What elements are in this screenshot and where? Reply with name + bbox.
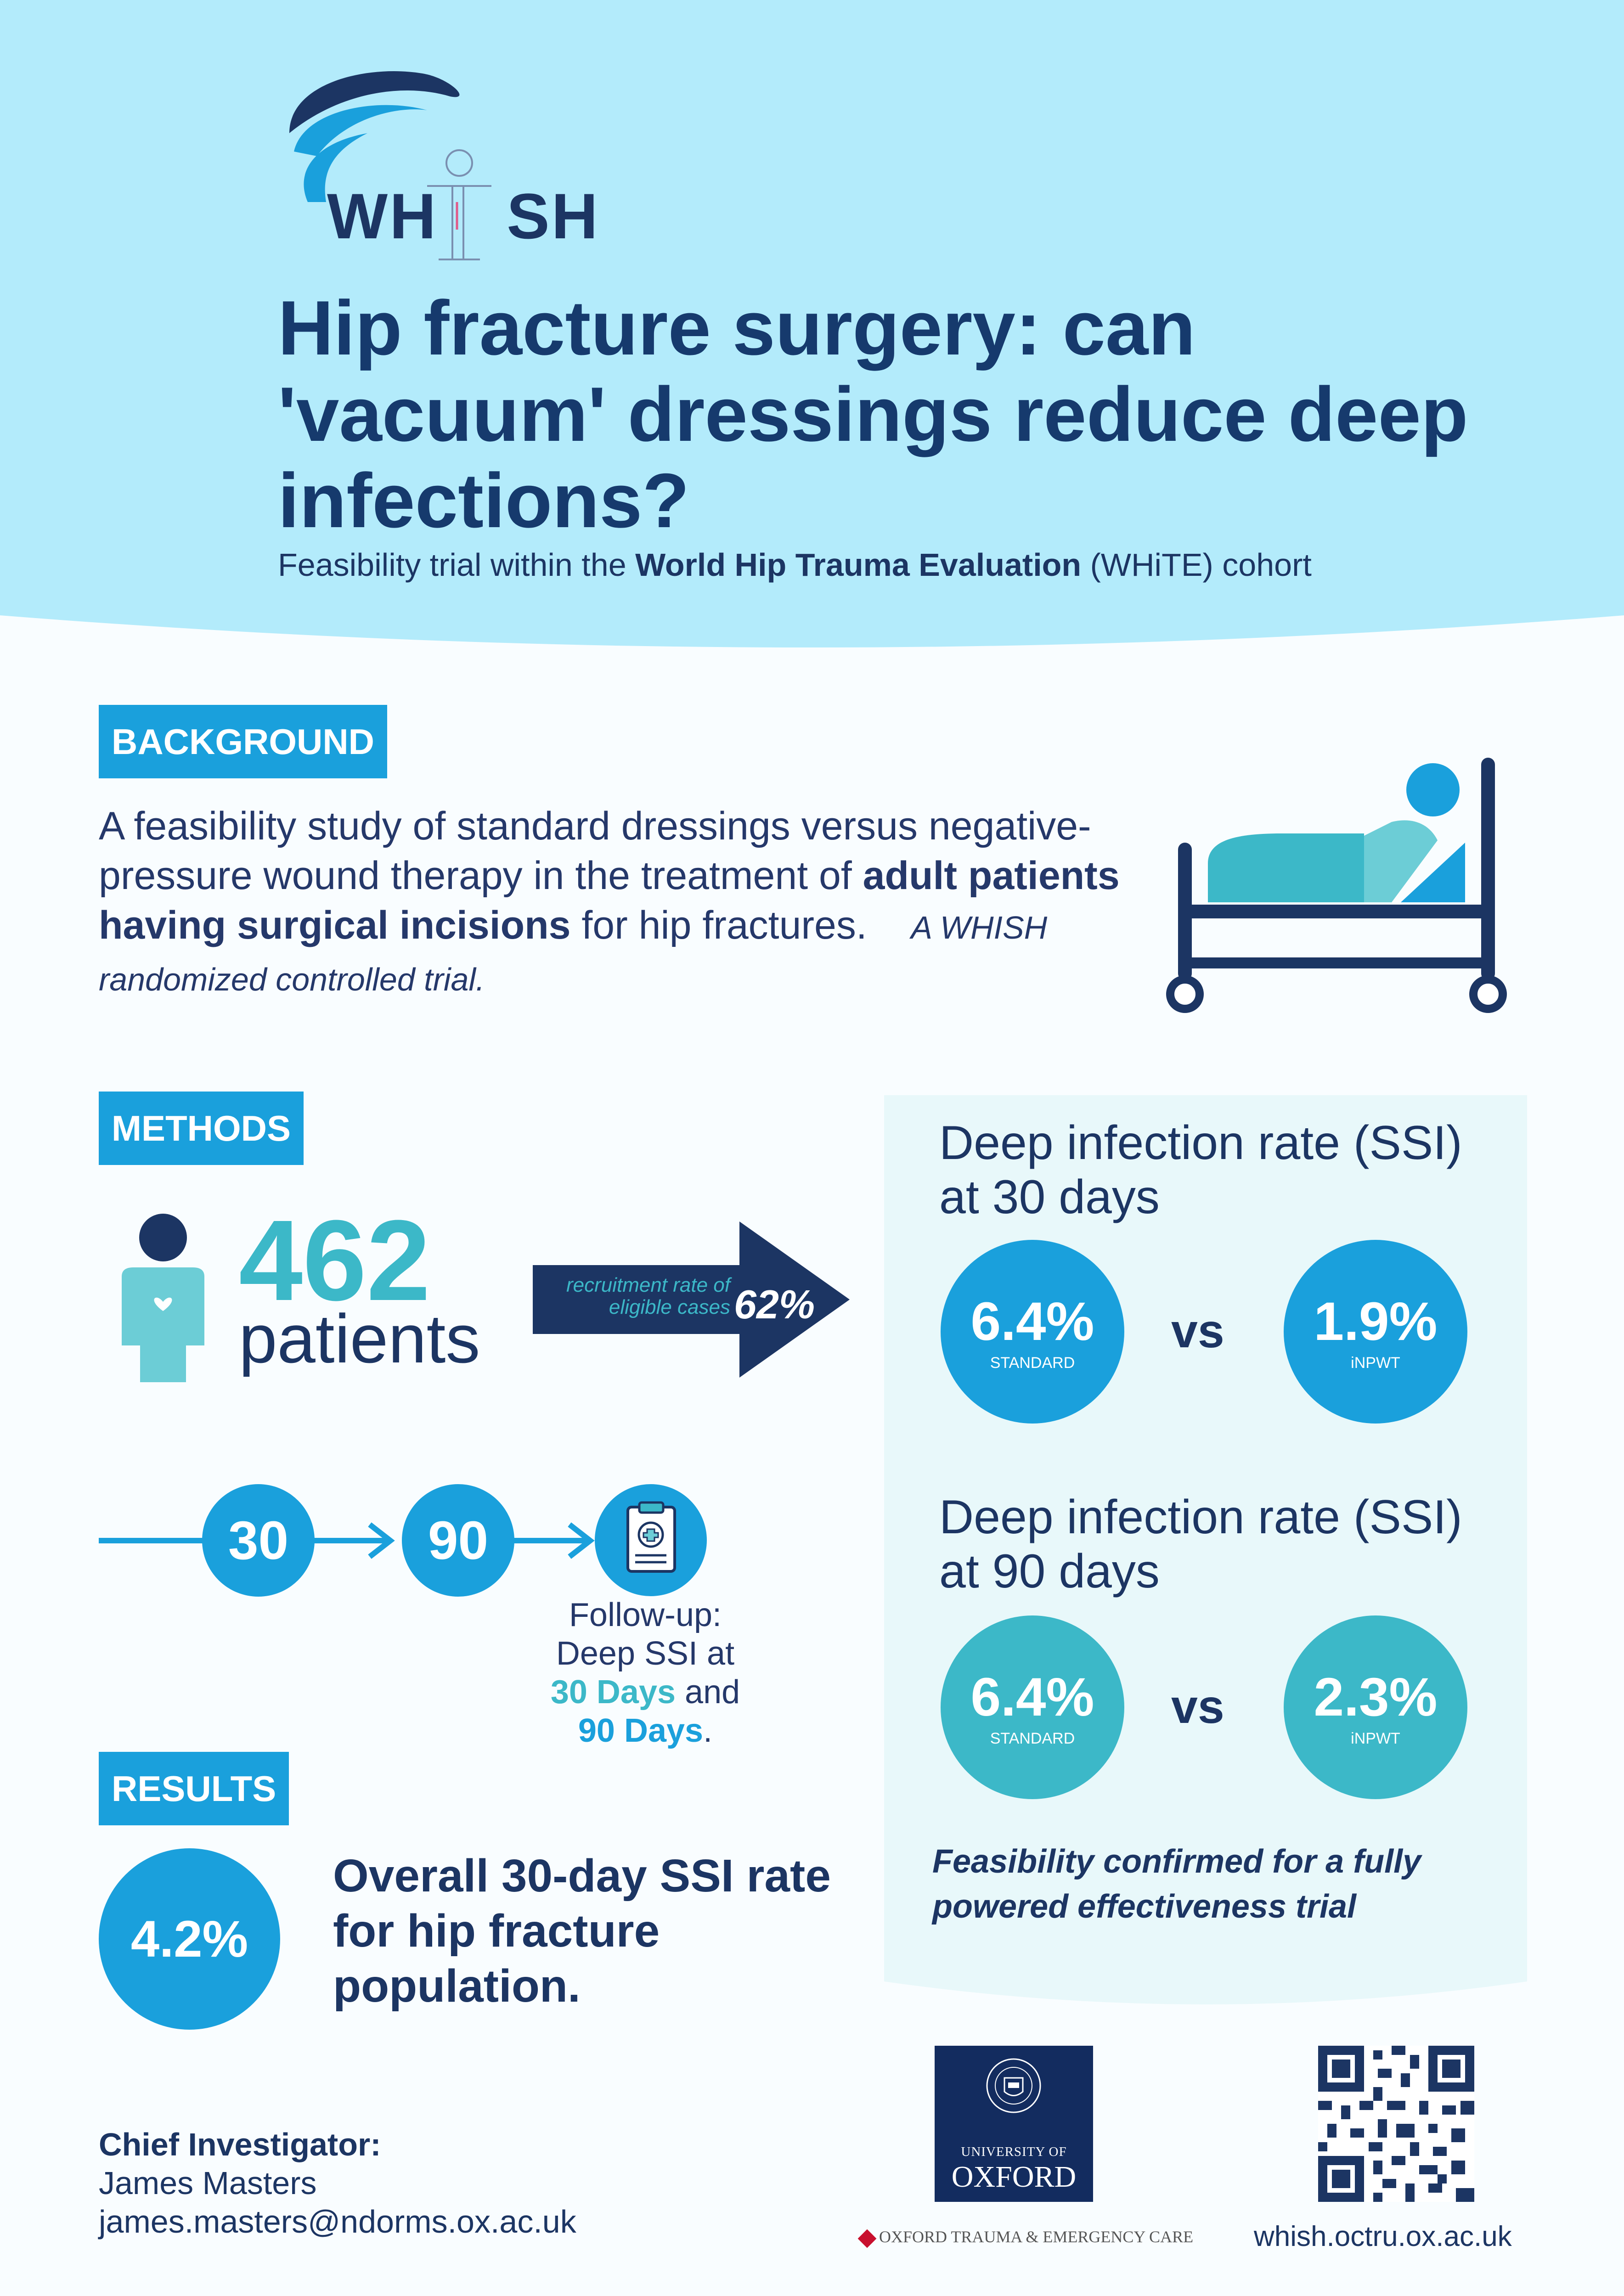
patients-number: 462 <box>239 1196 431 1324</box>
background-text-italic: A WHISH randomized controlled trial. <box>99 910 1048 997</box>
inpwt-30-value: 1.9% <box>1314 1291 1438 1352</box>
logo-text-right: SH <box>507 180 600 252</box>
followup-and: and <box>676 1674 740 1711</box>
day-30-circle: 30 <box>202 1484 315 1597</box>
hospital-bed-icon <box>1162 753 1511 1019</box>
ci-label: Chief Investigator: <box>99 2127 381 2162</box>
subtitle-bold: World Hip Trauma Evaluation <box>635 547 1082 583</box>
page-title: Hip fracture surgery: can 'vacuum' dressings reduce deep infections? <box>278 285 1468 544</box>
otec-logo <box>859 2227 1193 2247</box>
inpwt-90-label: iNPWT <box>1351 1729 1400 1747</box>
inpwt-90-circle <box>1284 1615 1467 1799</box>
website-link[interactable]: whish.octru.ox.ac.uk <box>1254 2221 1512 2252</box>
background-text <box>99 801 1132 1004</box>
followup-text <box>519 1596 772 1750</box>
background-label: BACKGROUND <box>99 705 387 778</box>
vs-90: vs <box>1171 1680 1224 1733</box>
otec-cube-icon <box>858 2229 877 2248</box>
followup-line-1: Follow-up: <box>569 1597 722 1633</box>
clipboard-icon <box>595 1484 707 1597</box>
patients-word: patients <box>239 1300 480 1377</box>
day-90-circle: 90 <box>402 1484 514 1597</box>
ci-email[interactable]: james.masters@ndorms.ox.ac.uk <box>99 2204 576 2240</box>
methods-label: METHODS <box>99 1092 304 1165</box>
standard-90-value: 6.4% <box>970 1666 1094 1728</box>
ci-name: James Masters <box>99 2165 317 2201</box>
followup-days-90: 90 Days <box>578 1712 704 1749</box>
standard-90-label: STANDARD <box>990 1729 1075 1747</box>
recruitment-rate: 62% <box>734 1282 815 1327</box>
heading-30-days: Deep infection rate (SSI) at 30 days <box>939 1116 1462 1224</box>
vs-30: vs <box>1171 1305 1224 1358</box>
recruitment-text: recruitment rate of eligible cases <box>566 1274 730 1318</box>
followup-line-4 <box>519 1711 772 1750</box>
subtitle-post: (WHiTE) cohort <box>1081 547 1312 583</box>
inpwt-30-circle <box>1284 1240 1467 1424</box>
logo-text <box>327 179 600 253</box>
oxford-small-text: UNIVERSITY OF <box>961 2144 1067 2159</box>
standard-30-circle <box>941 1240 1124 1424</box>
heading-90-days: Deep infection rate (SSI) at 90 days <box>939 1491 1462 1598</box>
standard-90-circle <box>941 1615 1124 1799</box>
background-text-2: for hip fractures. <box>570 903 867 947</box>
overall-rate-text: Overall 30-day SSI rate for hip fracture population. <box>333 1850 831 2012</box>
standard-30-value: 6.4% <box>970 1291 1094 1352</box>
logo-text-left: WH <box>327 180 438 252</box>
oxford-big-text: OXFORD <box>951 2160 1077 2194</box>
patient-icon <box>113 1212 214 1387</box>
followup-line-2: Deep SSI at <box>556 1635 735 1672</box>
oxford-crest-icon <box>985 2057 1043 2115</box>
page-subtitle <box>278 546 1312 583</box>
inpwt-90-value: 2.3% <box>1314 1666 1438 1728</box>
subtitle-pre: Feasibility trial within the <box>278 547 636 583</box>
inpwt-30-label: iNPWT <box>1351 1354 1400 1372</box>
timeline-line <box>99 1506 609 1575</box>
followup-line-3 <box>519 1673 772 1711</box>
feasibility-text: Feasibility confirmed for a fully powered effectiveness trial <box>932 1843 1421 1925</box>
background-text-bold: adult patients having surgical incisions <box>99 854 1120 947</box>
qr-code-icon[interactable] <box>1318 2046 1474 2202</box>
chief-investigator <box>99 2125 576 2241</box>
results-label: RESULTS <box>99 1752 289 1825</box>
standard-30-label: STANDARD <box>990 1354 1075 1372</box>
overall-rate-circle: 4.2% <box>99 1848 280 2030</box>
followup-days-30: 30 Days <box>550 1674 676 1711</box>
followup-end: . <box>703 1712 713 1749</box>
oxford-logo <box>935 2046 1093 2202</box>
otec-text: OXFORD TRAUMA & EMERGENCY CARE <box>879 2228 1194 2246</box>
background-text-1: A feasibility study of standard dressings versus negative-pressure wound therapy in the treatment of <box>99 804 1091 898</box>
